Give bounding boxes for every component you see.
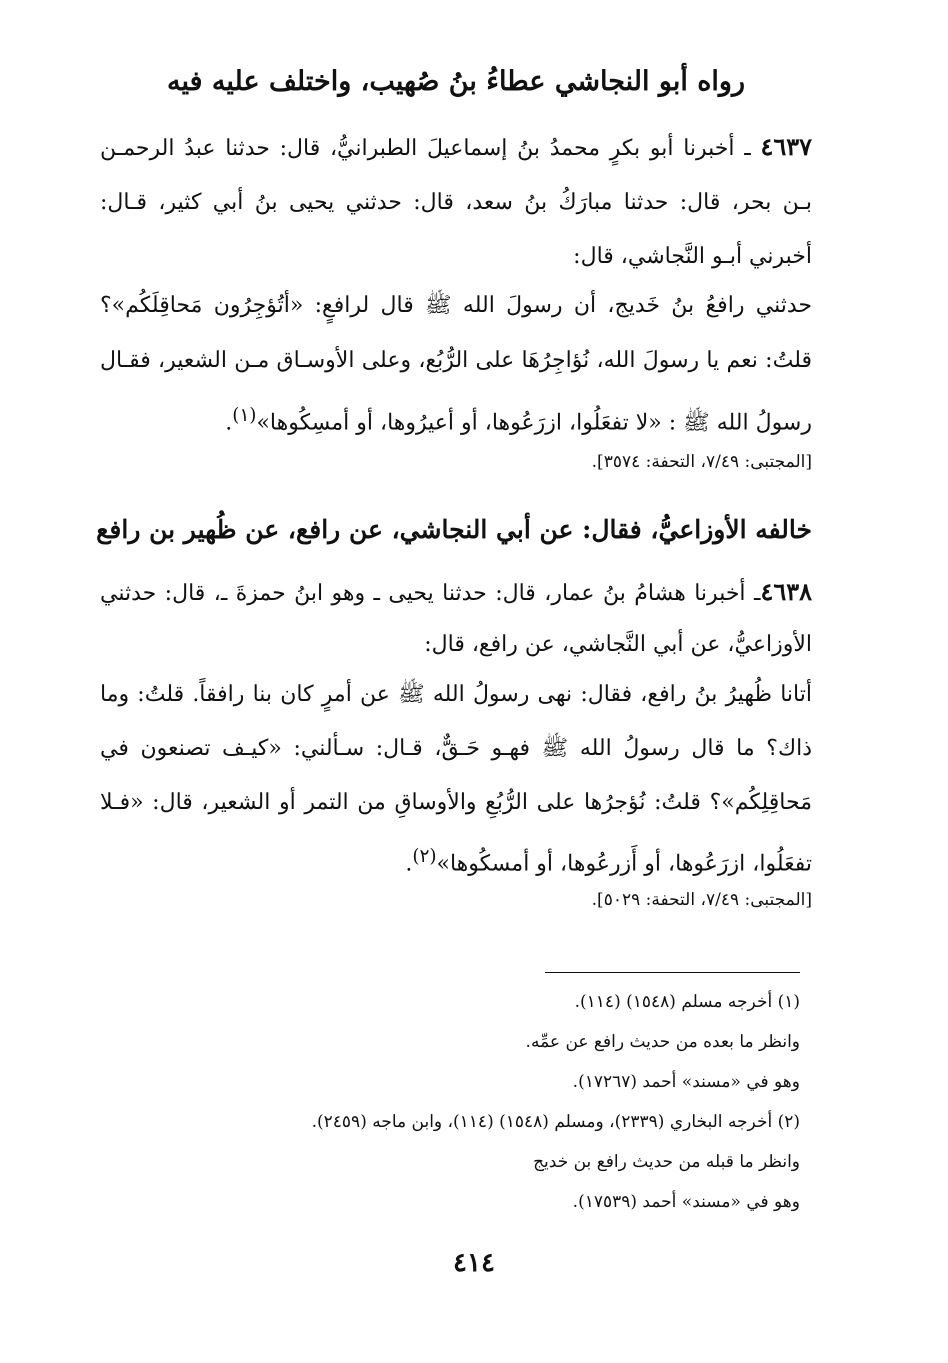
footnote-mark-2: (٢): [412, 846, 437, 867]
footnote-divider: [545, 972, 800, 973]
section-heading: خالفه الأوزاعيُّ، فقال: عن أبي النجاشي، عن رافع، عن ظُهير بن رافع: [96, 515, 812, 544]
footnote-line: وهو في «مسند» أحمد (١٧٢٦٧).: [572, 1072, 800, 1092]
page-number: ٤١٤: [453, 1248, 495, 1278]
hadith-4637-isnad: [100, 120, 812, 284]
footnote-line: وهو في «مسند» أحمد (١٧٥٣٩).: [572, 1192, 800, 1212]
footnote-line: (١) أخرجه مسلم (١٥٤٨) (١١٤).: [574, 992, 800, 1012]
isnad-text: ـ أخبرنا أبو بكرٍ محمدُ بنُ إسماعيلَ الطبرانيُّ، قال: حدثنا عبدُ الرحمـن بـن بحر، قال: حدثنا مبارَكُ بنُ سعد، قال: حدثني يحيى بنُ أبي كثير، قـال: أخبرني أبـو النَّجاشي، قال:: [100, 136, 812, 269]
hadith-number: ٤٦٣٨: [760, 577, 812, 606]
footnote-line: وانظر ما قبله من حديث رافع بن خديج: [533, 1152, 800, 1172]
matn-text: حدثني رافعُ بنُ خَديج، أن رسولَ الله ﷺ قال لرافعٍ: «أتُؤجِرُون مَحاقِلَكُم»؟ قلتُ: نعم يا رسولَ الله، نُؤاجِرُهَا على الرُّبُع، وعلى الأوسـاق مـن الشعير، فقـال رسولُ الله ﷺ : «لا تفعَلُوا، ازرَعُوها، أو أعيرُوها، أو أمسِكُوها»: [100, 293, 812, 436]
chapter-heading: رواه أبو النجاشي عطاءُ بنُ صُهيب، واختلف عليه فيه: [166, 66, 745, 97]
hadith-4638-isnad: [100, 566, 812, 670]
isnad-text: ـ أخبرنا هشامُ بنُ عمار، قال: حدثنا يحيى ـ وهو ابنُ حمزةَ ـ، قال: حدثني الأوزاعيُّ، عن أبي النَّجاشي، عن رافع، قال:: [100, 581, 812, 657]
hadith-number: ٤٦٣٧: [760, 132, 812, 161]
hadith-4638-matn: أتانا ظُهيرُ بنُ رافع، فقال: نهى رسولُ الله ﷺ عن أمرٍ كان بنا رافقاً. قلتُ: وما ذاك؟ ما قال رسولُ الله ﷺ فهـو حَـقٌّ، قـال: سـألني: «كيـف تصنعون في مَحاقِلِكُم»؟ قلتُ: نُؤجرُها على الرُّبُعِ والأوساقِ من التمر أو الشعير، قال: «فـلا تفعَلُوا، ازرَعُوها، أو أَزرعُوها، أو أمسكُوها»$^{(٢)}$.: [100, 682, 812, 877]
footnote-line: وانظر ما بعده من حديث رافع عن عمِّه.: [525, 1032, 800, 1052]
hadith-4638-reference: [المجتبى: ٧/٤٩، التحفة: ٥٠٢٩].: [591, 890, 812, 910]
footnote-mark-1: (١): [232, 405, 257, 426]
matn-text: أتانا ظُهيرُ بنُ رافع، فقال: نهى رسولُ الله ﷺ عن أمرٍ كان بنا رافقاً. قلتُ: وما ذاك؟ ما قال رسولُ الله ﷺ فهـو حَـقٌّ، قـال: سـألني: «كيـف تصنعون في مَحاقِلِكُم»؟ قلتُ: نُؤجرُها على الرُّبُعِ والأوساقِ من التمر أو الشعير، قال: «فـلا تفعَلُوا، ازرَعُوها، أو أَزرعُوها، أو أمسكُوها»: [100, 682, 812, 877]
hadith-4637-matn: حدثني رافعُ بنُ خَديج، أن رسولَ الله ﷺ قال لرافعٍ: «أتُؤجِرُون مَحاقِلَكُم»؟ قلتُ: نعم يا رسولَ الله، نُؤاجِرُهَا على الرُّبُع، وعلى الأوسـاق مـن الشعير، فقـال رسولُ الله ﷺ : «لا تفعَلُوا، ازرَعُوها، أو أعيرُوها، أو أمسِكُوها»$^{(١)}$.: [100, 293, 812, 436]
hadith-4637-reference: [المجتبى: ٧/٤٩، التحفة: ٣٥٧٤].: [591, 452, 812, 472]
footnote-line: (٢) أخرجه البخاري (٢٣٣٩)، ومسلم (١٥٤٨) (١١٤)، وابن ماجه (٢٤٥٩).: [311, 1112, 800, 1132]
